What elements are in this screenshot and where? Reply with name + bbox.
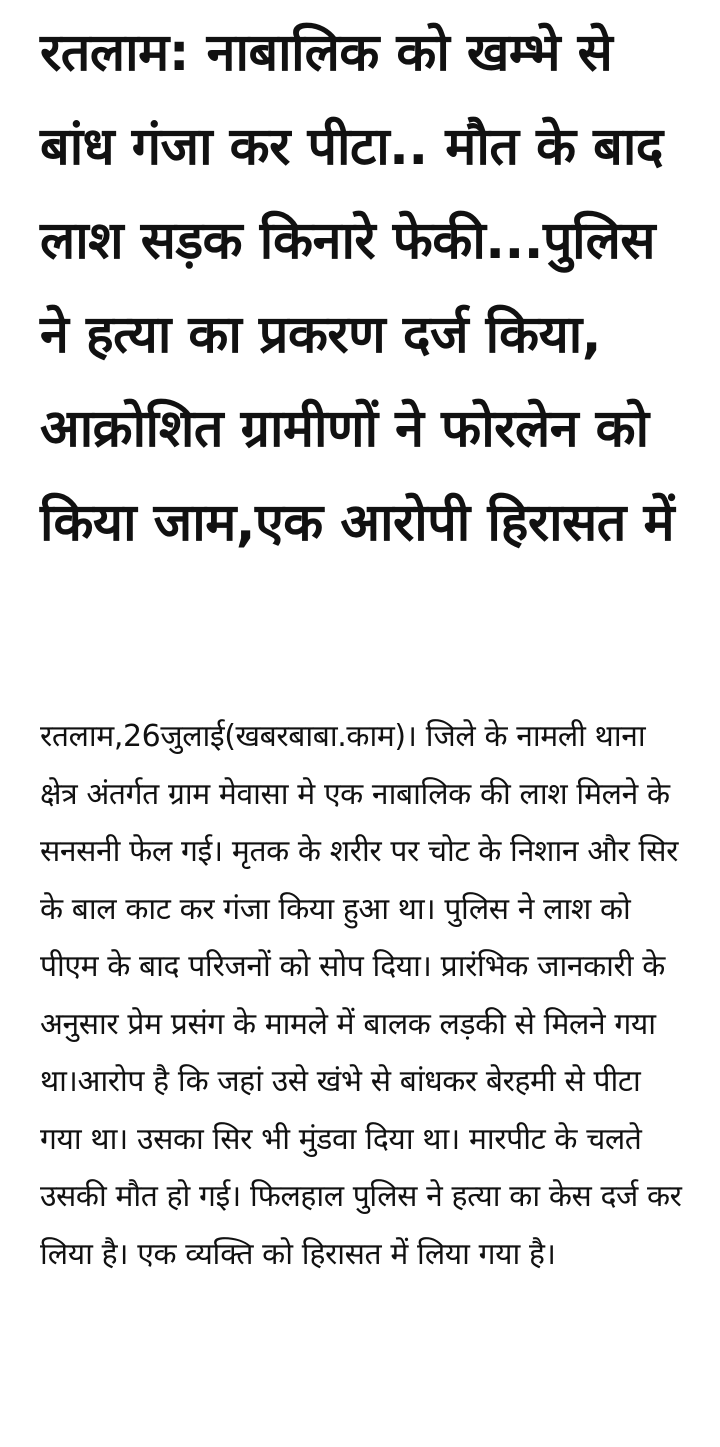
news-article <box>40 0 690 1272</box>
article-headline: रतलाम: नाबालिक को खम्भे से बांध गंजा कर पीटा.. मौत के बाद लाश सड़क किनारे फेकी...पुलिस ने हत्या का प्रकरण दर्ज किया, आक्रोशित ग्रामीणों ने फोरलेन को किया जाम,एक आरोपी हिरासत में <box>40 23 675 553</box>
article-body: रतलाम,26जुलाई(खबरबाबा.काम)। जिले के नामली थाना क्षेत्र अंतर्गत ग्राम मेवासा मे एक नाबालिक की लाश मिलने के सनसनी फेल गई। मृतक के शरीर पर चोट के निशान और सिर के बाल काट कर गंजा किया हुआ था। पुलिस ने लाश को पीएम के बाद परिजनों को सोप दिया। प्रारंभिक जानकारी के अनुसार प्रेम प्रसंग के मामले में बालक लड़की से मिलने गया था।आरोप है कि जहां उसे खंभे से बांधकर बेरहमी से पीटा गया था। उसका सिर भी मुंडवा दिया था। मारपीट के चलते उसकी मौत हो गई। फिलहाल पुलिस ने हत्या का केस दर्ज कर लिया है। एक व्यक्ति को हिरासत में लिया गया है। <box>40 719 682 1272</box>
